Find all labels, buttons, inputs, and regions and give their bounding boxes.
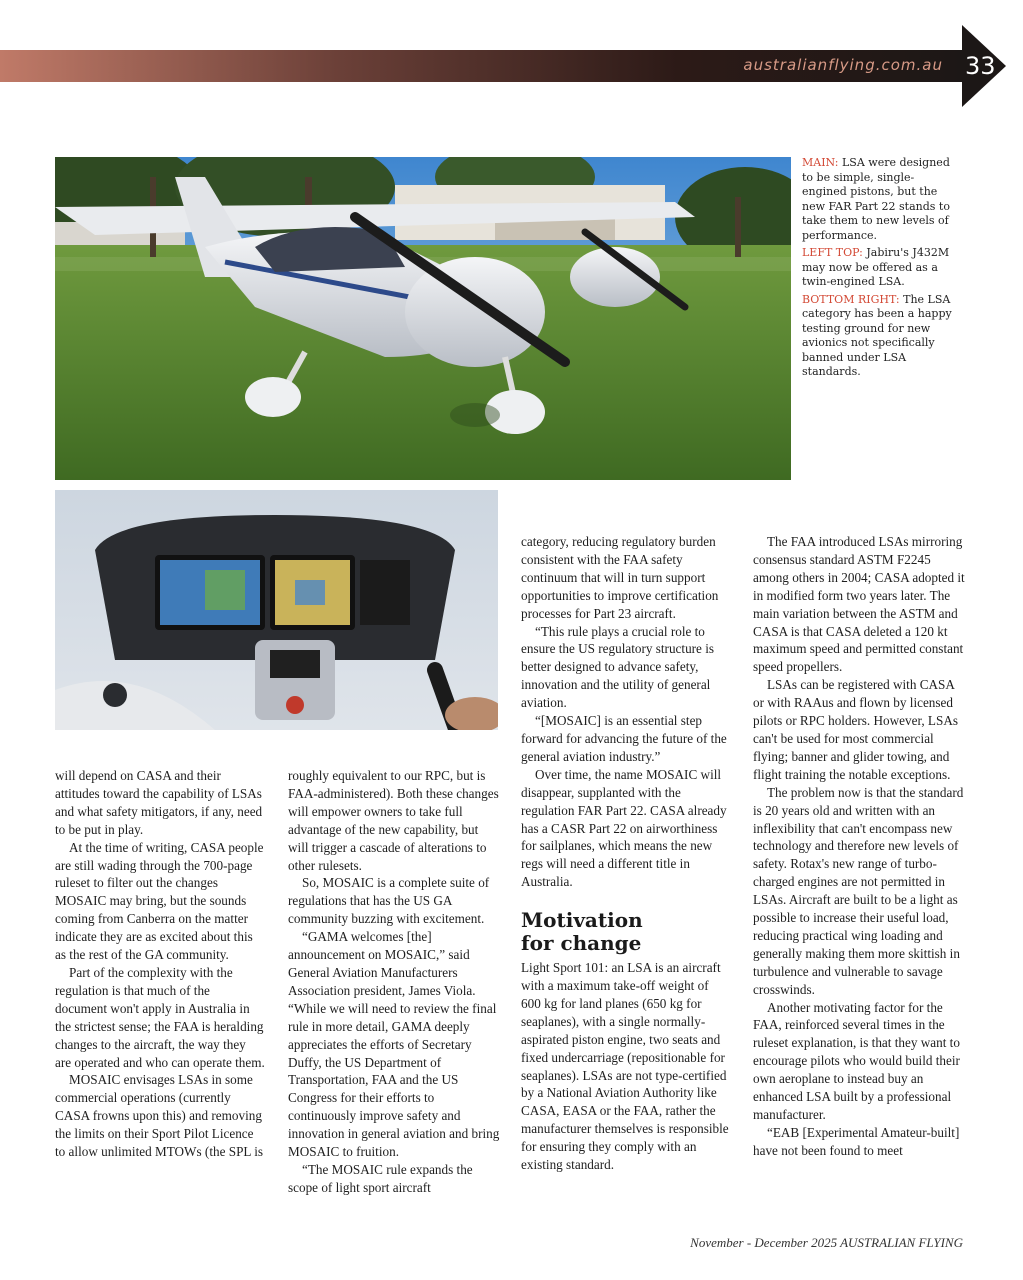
col2-paragraph: “GAMA welcomes [the] announcement on MOSAIC,” said General Aviation Manufacturers Association president, James Viola. “While we will need to review the final rule in more detail, GAMA deeply appreciates the efforts of Secretary Duffy, the US Department of Transportation, FAA and the US Congress for their efforts to continuously improve safety and innovation in general aviation and bring MOSAIC to fruition. xyxy=(288,929,500,1160)
page-number: 33 xyxy=(965,52,996,80)
caption-main: MAIN: LSA were designed to be simple, single-engined pistons, but the new FAR Part 22 stands to take them to new levels of performance. xyxy=(802,156,950,242)
photo-captions xyxy=(802,156,952,383)
caption-left-top: LEFT TOP: Jabiru's J432M may now be offered as a twin-engined LSA. xyxy=(802,246,950,288)
text-column-4 xyxy=(753,533,965,1160)
col3-paragraph: “[MOSAIC] is an essential step forward for advancing the future of the general aviation industry.” xyxy=(521,713,727,764)
col2-paragraph: roughly equivalent to our RPC, but is FAA-administered). Both these changes will empower owners to take full advantage of the new capability, but will trigger a cascade of alterations to other rulesets. xyxy=(288,768,499,873)
col1-paragraph: will depend on CASA and their attitudes toward the capability of LSAs and what safety mitigators, if any, need to be put in play. xyxy=(55,768,263,837)
text-column-2 xyxy=(288,767,500,1197)
caption-bottom-right: BOTTOM RIGHT: The LSA category has been a happy testing ground for new avionics not specifically banned under LSA standards. xyxy=(802,292,952,378)
col3-paragraph: Over time, the name MOSAIC will disappear, supplanted with the regulation FAR Part 22. CASA already has a CASR Part 22 on airworthiness for sailplanes, which means the new regs will need a different title in Australia. xyxy=(521,766,727,890)
page-footer: November - December 2025 AUSTRALIAN FLYING xyxy=(690,1235,963,1250)
col1-paragraph: Part of the complexity with the regulation is that much of the document won't apply in Australia in the strictest sense; the FAA is heralding changes to the aircraft, the way they are operated and who can operate them. xyxy=(55,964,265,1070)
col2-paragraph: “The MOSAIC rule expands the scope of light sport aircraft xyxy=(288,1161,473,1195)
col3-paragraph: category, reducing regulatory burden consistent with the FAA safety continuum that will in turn support opportunities to improve certification processes for Part 23 aircraft. xyxy=(521,534,719,621)
main-photo xyxy=(55,157,791,480)
col4-paragraph: The problem now is that the standard is 20 years old and written with an inflexibility that can't encompass new technology and therefore new levels of safety. Rotax's new range of turbo-charged engines are not permitted in LSAs. Aircraft are built to be a light as possible to increase their useful load, reducing practical wing loading and generally making them more skittish in turbulence and vulnerable to savage crosswinds. xyxy=(753,784,964,997)
col3-paragraph: “This rule plays a crucial role to ensure the US regulatory structure is better designed to advance safety, innovation and the utility of general aviation. xyxy=(521,623,714,711)
col1-paragraph: MOSAIC envisages LSAs in some commercial operations (currently CASA frowns upon this) and removing the limits on their Sport Pilot Licence to allow unlimited MTOWs (the SPL is xyxy=(55,1072,264,1160)
text-column-3 xyxy=(521,533,731,1174)
cockpit-photo xyxy=(55,490,498,730)
col4-paragraph: The FAA introduced LSAs mirroring consensus standard ASTM F2245 among others in 2004; CASA adopted it in modified form two years later. The main variation between the ASTM and CASA is that CASA deleted a 120 kt maximum speed and permitted constant speed propellers. xyxy=(753,534,965,675)
col4-paragraph: “EAB [Experimental Amateur-built] have not been found to meet xyxy=(753,1124,960,1158)
col2-paragraph: So, MOSAIC is a complete suite of regulations that has the US GA community buzzing with excitement. xyxy=(288,875,490,927)
text-column-1 xyxy=(55,767,265,1161)
section-heading: Motivation for change xyxy=(521,908,643,956)
col4-paragraph: LSAs can be registered with CASA or with RAAus and flown by licensed pilots or RPC holders. However, LSAs can't be used for most commercial flying; banner and glider towing, and flight training the notable exceptions. xyxy=(753,677,958,782)
site-url[interactable]: australianflying.com.au xyxy=(743,56,943,74)
col4-paragraph: Another motivating factor for the FAA, reinforced several times in the ruleset explanation, is that they want to encourage pilots who would build their own aeroplane to instead buy an enhanced LSA built by a professional manufacturer. xyxy=(753,999,960,1122)
col1-paragraph: At the time of writing, CASA people are still wading through the 700-page ruleset to filter out the changes MOSAIC may bring, but the sounds coming from Canberra on the matter indicate they are as excited about this as the rest of the GA community. xyxy=(55,839,264,963)
col3-paragraph: Light Sport 101: an LSA is an aircraft with a maximum take-off weight of 600 kg for land planes (650 kg for seaplanes), with a single normally-aspirated piston engine, two seats and fixed undercarriage (repositionable for seaplanes). LSAs are not type-certified by a National Aviation Authority like CASA, EASA or the FAA, rather the manufacturer themselves is responsible for ensuring they comply with an existing standard. xyxy=(521,960,729,1173)
